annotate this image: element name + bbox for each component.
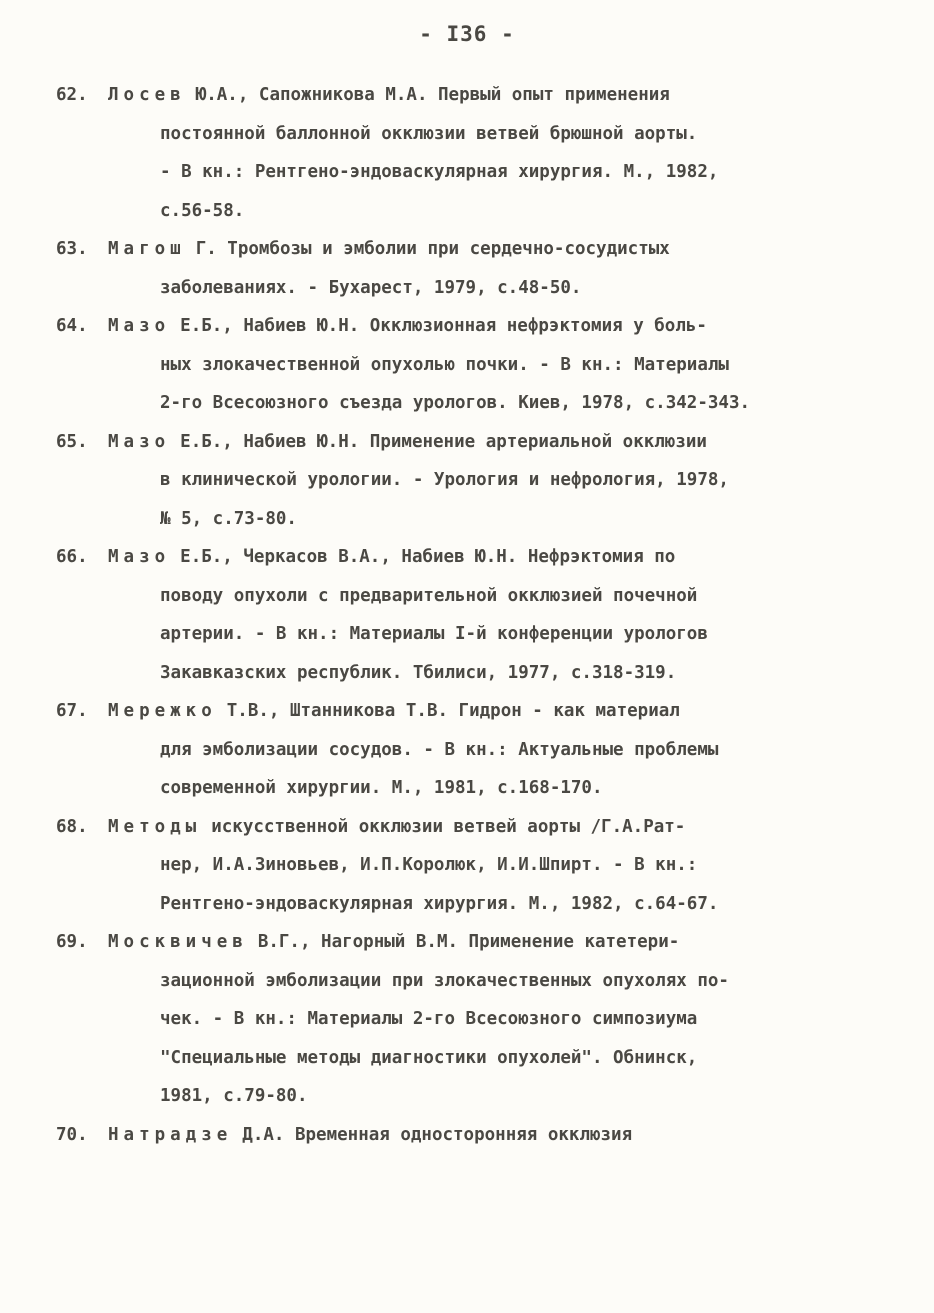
entry-number: 65. (56, 431, 88, 452)
entry-author: Мазо (108, 547, 171, 567)
entry-author: Натрадзе (108, 1124, 233, 1145)
entry-author: Мережко (108, 701, 217, 721)
entry-first-line-text: В.Г., Нагорный В.М. Применение катетери- (257, 932, 680, 952)
bibliography-entry-70 (56, 1116, 886, 1155)
bibliography-entry-69 (56, 923, 886, 1116)
entry-number: 68. (56, 816, 88, 837)
entry-first-line-text: Д.А. Временная односторонняя окклюзия (242, 1124, 633, 1145)
entry-first-line (108, 538, 886, 577)
entry-line: 2-го Всесоюзного съезда урологов. Киев, 1978, с.342-343. (160, 393, 751, 413)
entry-line: для эмболизации сосудов. - В кн.: Актуальные проблемы (160, 739, 719, 760)
entry-first-line (108, 307, 886, 346)
entry-line: в клинической урологии. - Урология и нефрология, 1978, (160, 470, 729, 490)
entry-author: Лосев (108, 85, 186, 105)
entry-first-line (108, 76, 886, 115)
bibliography-entry-66 (56, 538, 886, 692)
entry-number: 66. (56, 547, 88, 567)
entry-author: Магош (108, 239, 186, 259)
entry-first-line-text: Ю.А., Сапожникова М.А. Первый опыт применения (195, 85, 670, 105)
entry-line: Рентгено-эндоваскулярная хирургия. М., 1982, с.64-67. (160, 893, 719, 914)
entry-first-line (108, 230, 886, 269)
entry-first-line-text: Е.Б., Набиев Ю.Н. Окклюзионная нефрэктомия у боль- (180, 316, 707, 336)
entry-line: - В кн.: Рентгено-эндоваскулярная хирургия. М., 1982, (160, 162, 719, 182)
entry-number: 64. (56, 316, 88, 336)
entry-author: Методы (108, 816, 202, 837)
entry-line: чек. - В кн.: Материалы 2-го Всесоюзного симпозиума (160, 1009, 698, 1029)
bibliography-entry-65 (56, 423, 886, 539)
bibliography-entry-68 (56, 808, 886, 924)
entry-number: 67. (56, 701, 88, 721)
entry-number: 63. (56, 239, 88, 259)
page-number: - I36 - (419, 22, 515, 46)
entry-first-line (108, 808, 886, 847)
entry-line: постоянной баллонной окклюзии ветвей брюшной аорты. (160, 123, 698, 144)
entry-line: "Специальные методы диагностики опухолей". Обнинск, (160, 1047, 698, 1068)
entry-line: ных злокачественной опухолью почки. - В кн.: Материалы (160, 354, 729, 375)
entry-line: Закавказских республик. Тбилиси, 1977, с.318-319. (160, 662, 677, 683)
entry-line: № 5, с.73-80. (160, 508, 297, 529)
entry-number: 62. (56, 85, 88, 105)
bibliography-entry-62 (56, 76, 886, 230)
entry-first-line (108, 923, 886, 962)
bibliography-list (56, 76, 886, 1154)
entry-author: Москвичев (108, 932, 248, 952)
entry-first-line-text: Г. Тромбозы и эмболии при сердечно-сосудистых (195, 239, 670, 259)
entry-first-line (108, 423, 886, 462)
entry-first-line-text: Т.В., Штанникова Т.В. Гидрон - как материал (226, 701, 680, 721)
bibliography-entry-67 (56, 692, 886, 808)
entry-first-line-text: искусственной окклюзии ветвей аорты /Г.А.Рат- (211, 816, 686, 837)
entry-author: Мазо (108, 316, 171, 336)
entry-first-line (108, 1116, 886, 1155)
bibliography-entry-64 (56, 307, 886, 423)
entry-line: современной хирургии. М., 1981, с.168-170. (160, 778, 603, 798)
entry-first-line (108, 692, 886, 731)
entry-author: Мазо (108, 431, 171, 452)
entry-line: 1981, с.79-80. (160, 1086, 308, 1106)
entry-first-line-text: Е.Б., Черкасов В.А., Набиев Ю.Н. Нефрэктомия по (180, 547, 676, 567)
entry-line: артерии. - В кн.: Материалы I-й конференции урологов (160, 624, 708, 644)
entry-number: 69. (56, 932, 88, 952)
entry-line: зационной эмболизации при злокачественных опухолях по- (160, 970, 729, 991)
entry-number: 70. (56, 1124, 88, 1145)
entry-line: поводу опухоли с предварительной окклюзией почечной (160, 585, 698, 606)
entry-first-line-text: Е.Б., Набиев Ю.Н. Применение артериальной окклюзии (180, 431, 707, 452)
entry-line: нер, И.А.Зиновьев, И.П.Королюк, И.И.Шпирт. - В кн.: (160, 855, 698, 875)
bibliography-entry-63 (56, 230, 886, 307)
entry-line: заболеваниях. - Бухарест, 1979, с.48-50. (160, 277, 582, 298)
entry-line: с.56-58. (160, 200, 245, 221)
